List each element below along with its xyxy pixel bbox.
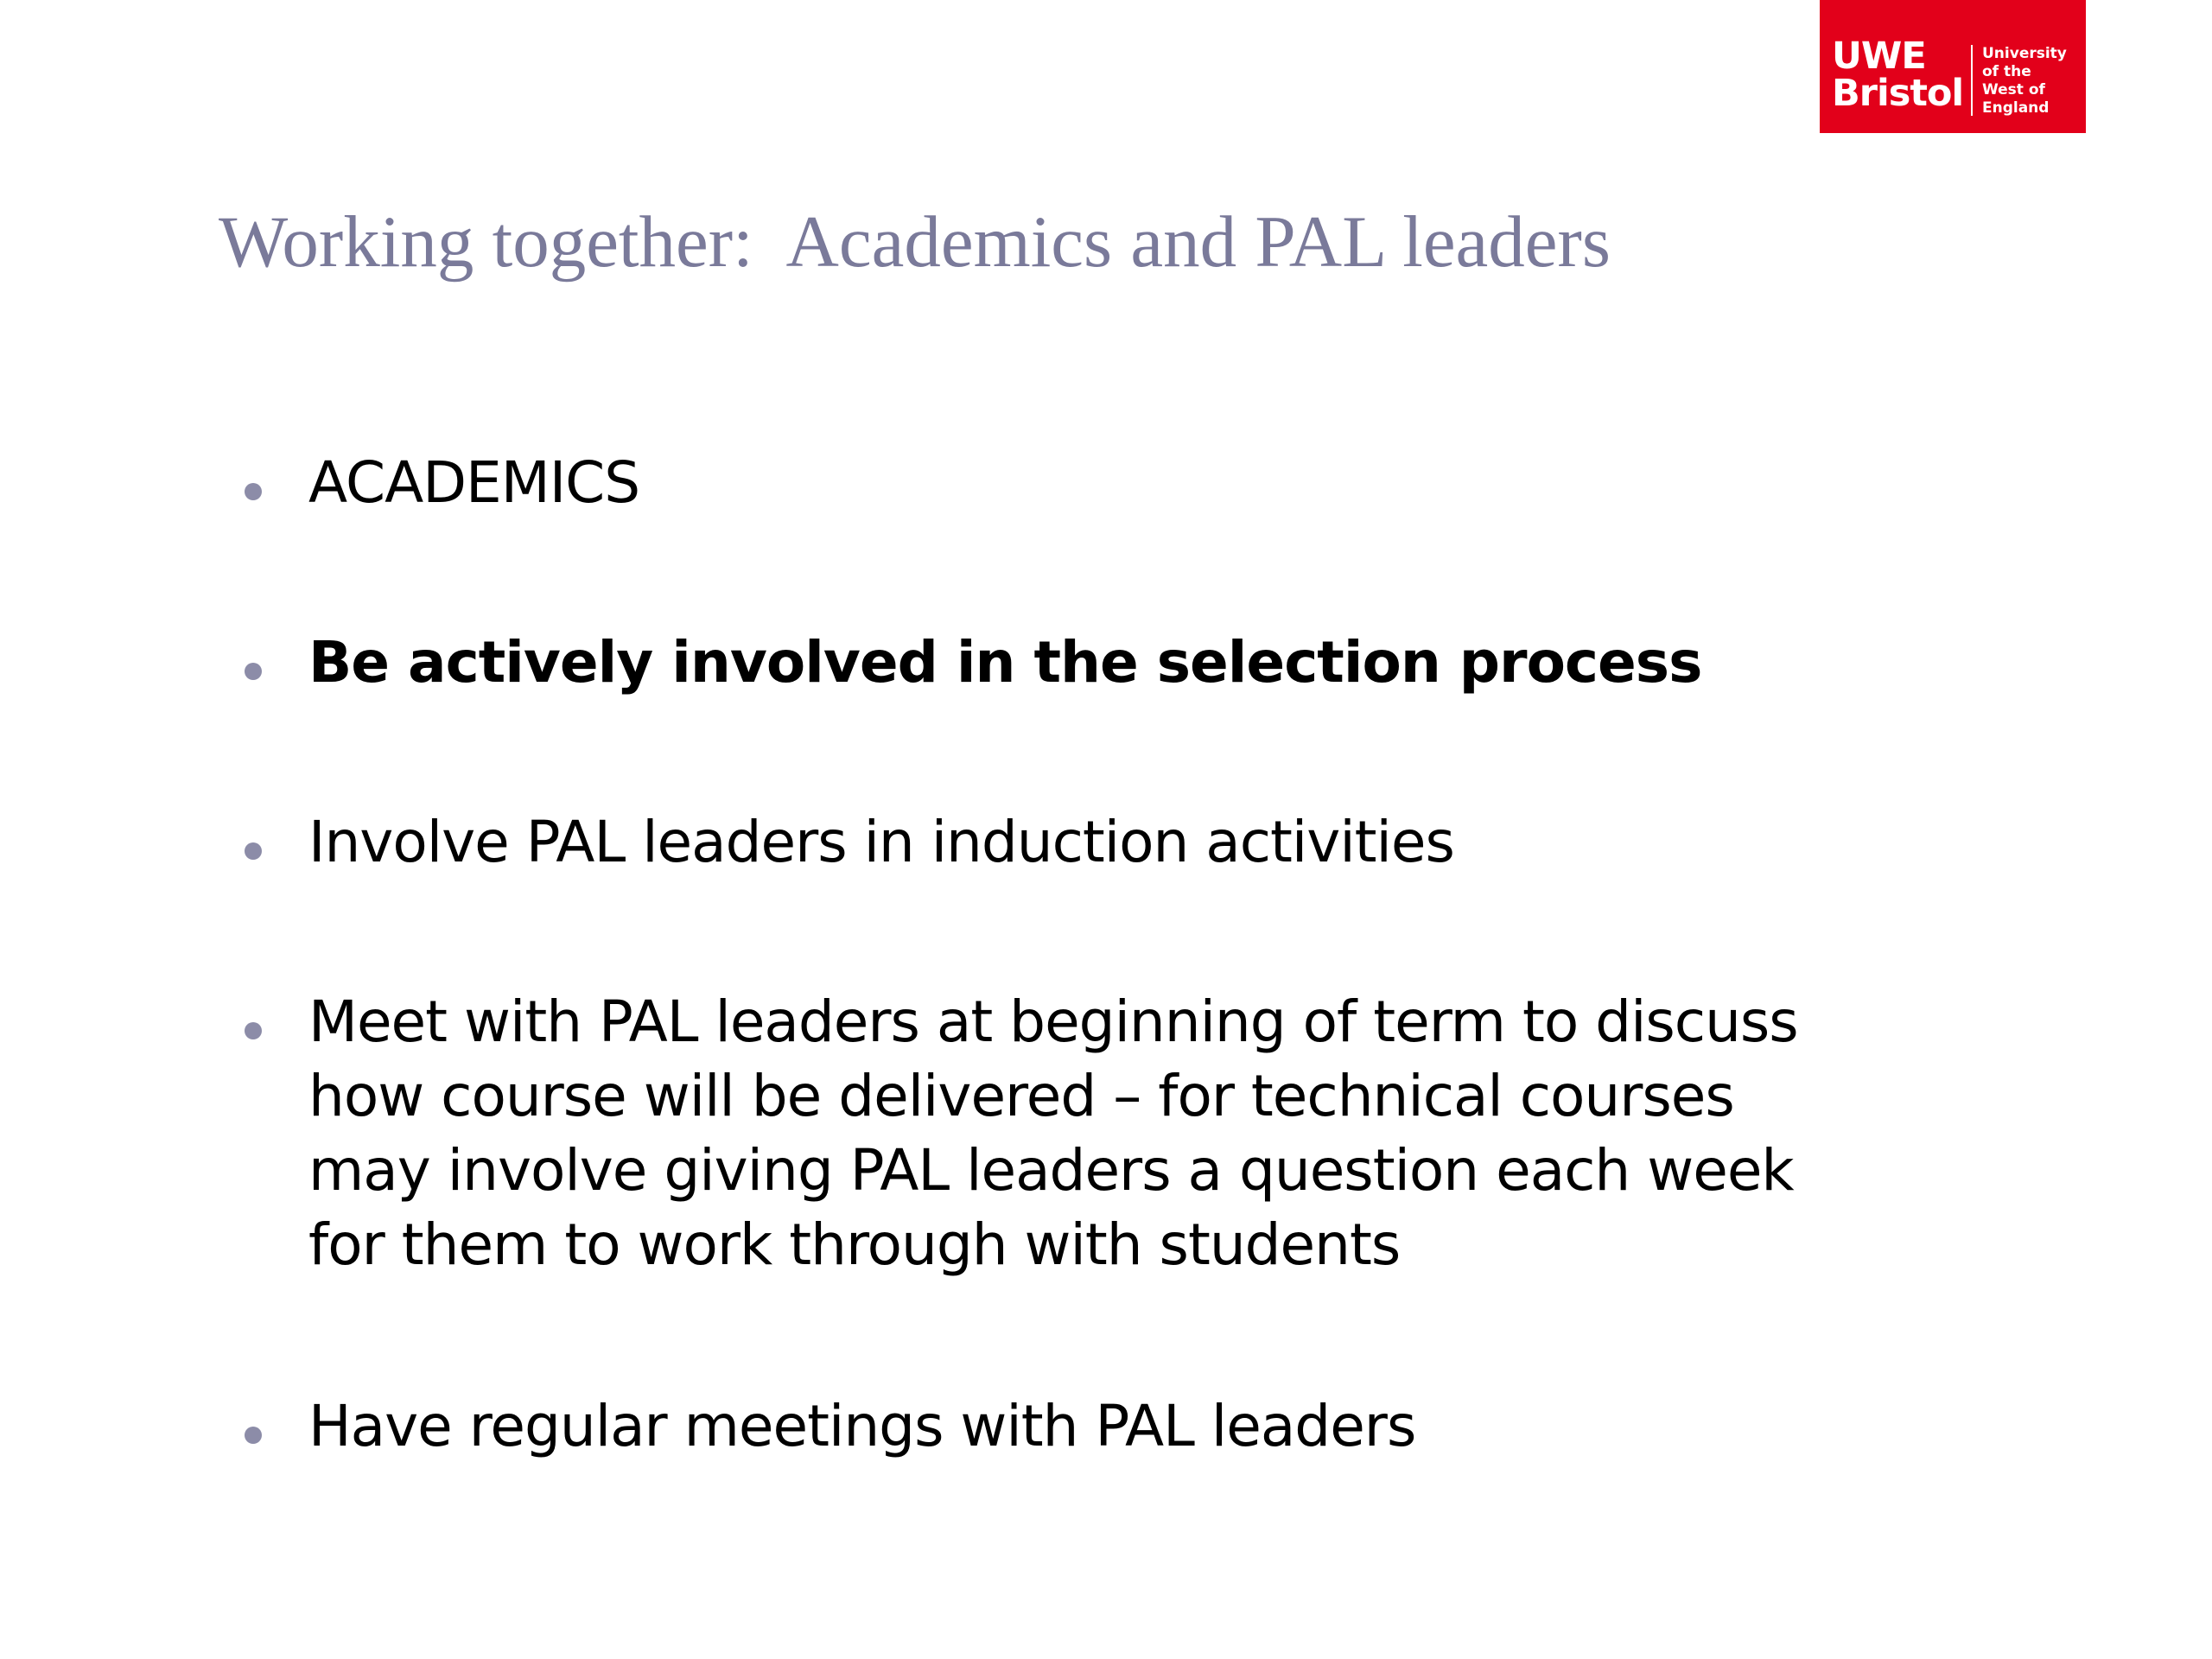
uwe-bristol-logo (1820, 0, 2086, 133)
bullet-dot-icon (245, 663, 262, 680)
logo-primary-text (1832, 35, 1964, 115)
bullet-dot-icon (245, 1022, 262, 1039)
bullet-dot-icon (245, 842, 262, 860)
bullet-text: Involve PAL leaders in induction activities (308, 809, 1454, 875)
bullet-text: Be actively involved in the selection process (308, 629, 1702, 696)
logo-line-england: England (1982, 99, 2050, 117)
logo-line-west-of: West of (1982, 81, 2045, 99)
bullet-dot-icon (245, 483, 262, 500)
logo-word-bristol: Bristol (1832, 72, 1964, 115)
logo-divider (1971, 45, 1973, 116)
logo-line-university: University (1982, 45, 2067, 62)
bullet-text: Have regular meetings with PAL leaders (308, 1393, 1416, 1459)
bullet-dot-icon (245, 1427, 262, 1444)
logo-line-of-the: of the (1982, 63, 2031, 80)
logo-word-uwe: UWE (1832, 35, 1926, 78)
bullet-text: Meet with PAL leaders at beginning of term to discuss how course will be delivered – for technical courses may involve giving PAL leaders a question each week for them to work through with students (308, 988, 1798, 1278)
slide-title: Working together: Academics and PAL leaders (219, 201, 1611, 283)
bullet-text: ACADEMICS (308, 449, 640, 516)
logo-secondary-text (1982, 45, 2067, 118)
